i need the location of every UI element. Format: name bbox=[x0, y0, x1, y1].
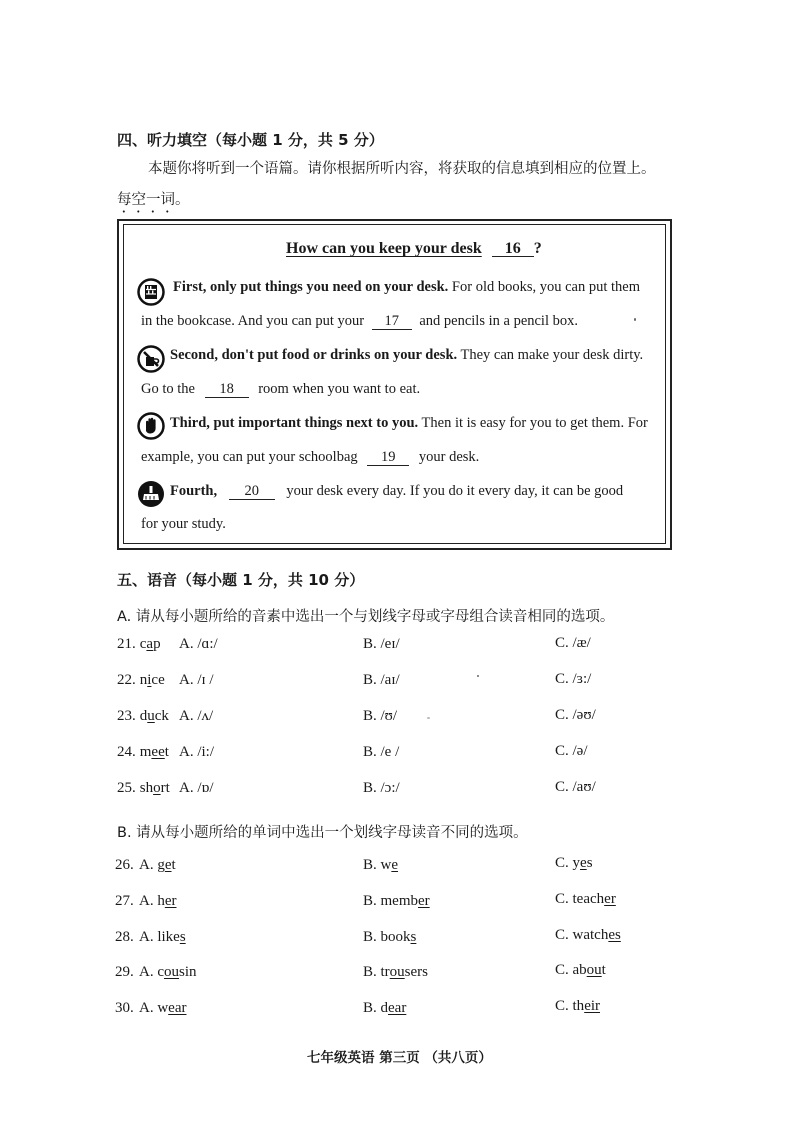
question-word bbox=[140, 708, 169, 724]
underlined-letters: er bbox=[418, 893, 430, 909]
cleaning-icon bbox=[137, 480, 165, 508]
answer-blank-19[interactable] bbox=[367, 450, 409, 466]
para2-line2-post: room when you want to eat. bbox=[258, 381, 421, 397]
answer-blank-18[interactable] bbox=[205, 382, 249, 398]
para1-line2 bbox=[141, 313, 578, 330]
underlined-letters: ou bbox=[389, 964, 405, 980]
para4-line2-pre: for your study. bbox=[141, 516, 226, 532]
blank-number: 17 bbox=[384, 313, 399, 329]
para3-line2-post: your desk. bbox=[418, 449, 480, 465]
option-b[interactable]: B. /aɪ/ bbox=[363, 672, 400, 688]
underlined-letters: er bbox=[164, 893, 177, 909]
option-a[interactable] bbox=[139, 964, 197, 981]
underlined-letters: ee bbox=[151, 744, 165, 760]
underlined-letters: s bbox=[179, 929, 186, 945]
para1-line2-pre: in the bookcase. And you can put your bbox=[141, 313, 365, 329]
para1-line1 bbox=[173, 279, 640, 296]
answer-blank-17[interactable] bbox=[372, 314, 412, 330]
word-part: m bbox=[139, 744, 152, 760]
para4-line2 bbox=[141, 516, 226, 533]
underlined-letters: e bbox=[580, 855, 587, 871]
option-c[interactable]: C. /æ/ bbox=[555, 635, 591, 651]
word-part: ck bbox=[154, 708, 169, 724]
underlined-letters: o bbox=[153, 780, 161, 796]
underlined-letters: es bbox=[608, 927, 621, 943]
no-food-icon bbox=[137, 345, 165, 373]
word-part: B. book bbox=[363, 929, 411, 945]
underlined-letters: e bbox=[391, 857, 399, 873]
section4-instruction: 本题你将听到一个语篇。请你根据所听内容，将获取的信息填到相应的位置上。 bbox=[148, 161, 656, 177]
word-part: c bbox=[139, 636, 147, 652]
blank-number: 19 bbox=[381, 449, 396, 465]
option-c[interactable] bbox=[555, 962, 606, 979]
option-b[interactable]: B. /ʊ/ bbox=[363, 708, 398, 724]
title-qmark: ? bbox=[533, 240, 542, 257]
option-b[interactable] bbox=[363, 857, 398, 874]
para1-line2-post: and pencils in a pencil box. bbox=[419, 313, 578, 329]
question-number: 21. bbox=[117, 636, 136, 652]
option-a[interactable]: A. /ɪ / bbox=[179, 672, 214, 688]
option-a[interactable]: A. /ɒ/ bbox=[179, 780, 214, 796]
question-number: 24. bbox=[117, 744, 136, 760]
question-number: 22. bbox=[117, 672, 136, 688]
option-a[interactable] bbox=[139, 929, 186, 946]
underlined-letters: ear bbox=[168, 1000, 187, 1016]
word-part: rt bbox=[160, 780, 170, 796]
option-a[interactable] bbox=[139, 857, 176, 874]
word-part: B. tr bbox=[363, 964, 390, 980]
word-part: C. watch bbox=[555, 927, 609, 943]
section4-heading: 四、听力填空（每小题 1 分，共 5 分） bbox=[117, 131, 384, 149]
question-word bbox=[140, 672, 165, 688]
underlined-letters: u bbox=[147, 708, 155, 724]
option-c[interactable] bbox=[555, 998, 600, 1015]
word-part: t bbox=[171, 857, 176, 873]
question-word bbox=[140, 636, 161, 652]
passage-title bbox=[286, 240, 542, 258]
option-c[interactable] bbox=[555, 891, 616, 908]
word-part: A. h bbox=[139, 893, 165, 909]
word-part: B. memb bbox=[363, 893, 418, 909]
word-part: C. th bbox=[555, 998, 585, 1014]
para4-line1 bbox=[170, 483, 623, 500]
word-part: B. d bbox=[363, 1000, 389, 1016]
option-a[interactable] bbox=[139, 1000, 186, 1017]
option-c[interactable]: C. /ɜ:/ bbox=[555, 671, 592, 687]
option-c[interactable] bbox=[555, 855, 593, 872]
scan-speck bbox=[634, 318, 636, 321]
word-part: C. teach bbox=[555, 891, 605, 907]
para3-line2 bbox=[141, 449, 479, 466]
underlined-letters: ou bbox=[586, 962, 602, 978]
word-part: A. c bbox=[139, 964, 164, 980]
underlined-letters: eir bbox=[584, 998, 601, 1014]
phonetic-question bbox=[117, 708, 169, 725]
phonetic-question bbox=[117, 744, 169, 761]
question-word bbox=[140, 744, 169, 760]
para2-line1 bbox=[170, 347, 643, 364]
word-part: sin bbox=[179, 964, 197, 980]
option-b[interactable] bbox=[363, 929, 416, 946]
phonetic-question bbox=[117, 780, 170, 797]
hand-icon bbox=[137, 412, 165, 440]
blank-number: 20 bbox=[244, 483, 259, 499]
word-part: A. like bbox=[139, 929, 180, 945]
word-part: ce bbox=[151, 672, 165, 688]
blank-number: 18 bbox=[219, 381, 234, 397]
underlined-letters: e bbox=[164, 857, 172, 873]
para2-lead: Second, don't put food or drinks on your desk. bbox=[170, 347, 458, 363]
word-part: t bbox=[164, 744, 169, 760]
underlined-letters: ou bbox=[164, 964, 179, 980]
option-c[interactable] bbox=[555, 927, 621, 944]
partB-instruction: B. 请从每小题所给的单词中选出一个划线字母读音不同的选项。 bbox=[117, 825, 528, 841]
question-number: 29. bbox=[115, 964, 134, 980]
page-footer: 七年级英语 第三页 （共八页） bbox=[307, 1050, 492, 1066]
word-part: C. y bbox=[555, 855, 581, 871]
word-part: s bbox=[586, 855, 593, 871]
word-part: B. w bbox=[363, 857, 392, 873]
word-part: C. ab bbox=[555, 962, 587, 978]
option-a[interactable]: A. /ɑ:/ bbox=[179, 636, 218, 652]
option-b[interactable]: B. /eɪ/ bbox=[363, 636, 400, 652]
underlined-letters: i bbox=[147, 672, 152, 688]
partA-instruction: A. 请从每小题所给的音素中选出一个与划线字母或字母组合读音相同的选项。 bbox=[117, 609, 615, 625]
option-a[interactable]: A. /i:/ bbox=[179, 744, 215, 760]
word-part: A. w bbox=[139, 1000, 169, 1016]
word-part: A. g bbox=[139, 857, 165, 873]
option-b[interactable]: B. /e / bbox=[363, 744, 400, 760]
word-part: p bbox=[153, 636, 161, 652]
question-number: 25. bbox=[117, 780, 136, 796]
answer-blank-20[interactable] bbox=[229, 484, 275, 500]
word-part: d bbox=[139, 708, 148, 724]
word-part: n bbox=[139, 672, 148, 688]
question-number: 23. bbox=[117, 708, 136, 724]
para3-line2-pre: example, you can put your schoolbag bbox=[141, 449, 358, 465]
option-b[interactable]: B. /ɔ:/ bbox=[363, 780, 400, 796]
blank-number: 16 bbox=[504, 240, 521, 257]
question-number: 30. bbox=[115, 1000, 134, 1016]
section5-heading: 五、语音（每小题 1 分，共 10 分） bbox=[117, 571, 365, 589]
underlined-letters: a bbox=[146, 636, 154, 652]
option-a[interactable]: A. /ʌ/ bbox=[179, 708, 214, 724]
para1-rest: For old books, you can put them bbox=[451, 279, 641, 295]
para3-line1 bbox=[170, 415, 648, 432]
option-b[interactable] bbox=[363, 893, 430, 910]
bookcase-icon bbox=[137, 278, 165, 306]
scan-speck bbox=[427, 717, 430, 719]
para2-rest: They can make your desk dirty. bbox=[460, 347, 644, 363]
para3-lead: Third, put important things next to you. bbox=[170, 415, 419, 431]
para2-line2 bbox=[141, 381, 420, 398]
phonetic-question bbox=[117, 672, 165, 689]
dotted-instruction: 每空一词。 bbox=[117, 192, 190, 208]
option-c[interactable]: C. /aʊ/ bbox=[555, 779, 596, 795]
scan-speck bbox=[477, 675, 479, 677]
para4-rest: your desk every day. If you do it every day, it can be good bbox=[286, 483, 624, 499]
word-part: t bbox=[601, 962, 606, 978]
underlined-letters: s bbox=[410, 929, 417, 945]
option-b[interactable] bbox=[363, 964, 428, 981]
answer-blank-16[interactable] bbox=[492, 241, 534, 257]
question-number: 27. bbox=[115, 893, 134, 909]
option-c[interactable]: C. /əʊ/ bbox=[555, 707, 596, 723]
question-number: 26. bbox=[115, 857, 134, 873]
para2-line2-pre: Go to the bbox=[141, 381, 195, 397]
para3-rest: Then it is easy for you to get them. For bbox=[421, 415, 648, 431]
option-c[interactable]: C. /ə/ bbox=[555, 743, 588, 759]
option-b[interactable] bbox=[363, 1000, 406, 1017]
section4-instruction-2 bbox=[117, 188, 190, 216]
question-word bbox=[140, 780, 170, 796]
word-part: sh bbox=[139, 780, 154, 796]
phonetic-question bbox=[117, 636, 161, 653]
question-number: 28. bbox=[115, 929, 134, 945]
underlined-letters: er bbox=[604, 891, 616, 907]
passage-title-text: How can you keep your desk bbox=[286, 240, 482, 257]
option-a[interactable] bbox=[139, 893, 177, 910]
para1-lead: First, only put things you need on your desk. bbox=[173, 279, 449, 295]
para4-lead: Fourth, bbox=[170, 483, 218, 499]
underlined-letters: ear bbox=[388, 1000, 407, 1016]
word-part: sers bbox=[404, 964, 428, 980]
